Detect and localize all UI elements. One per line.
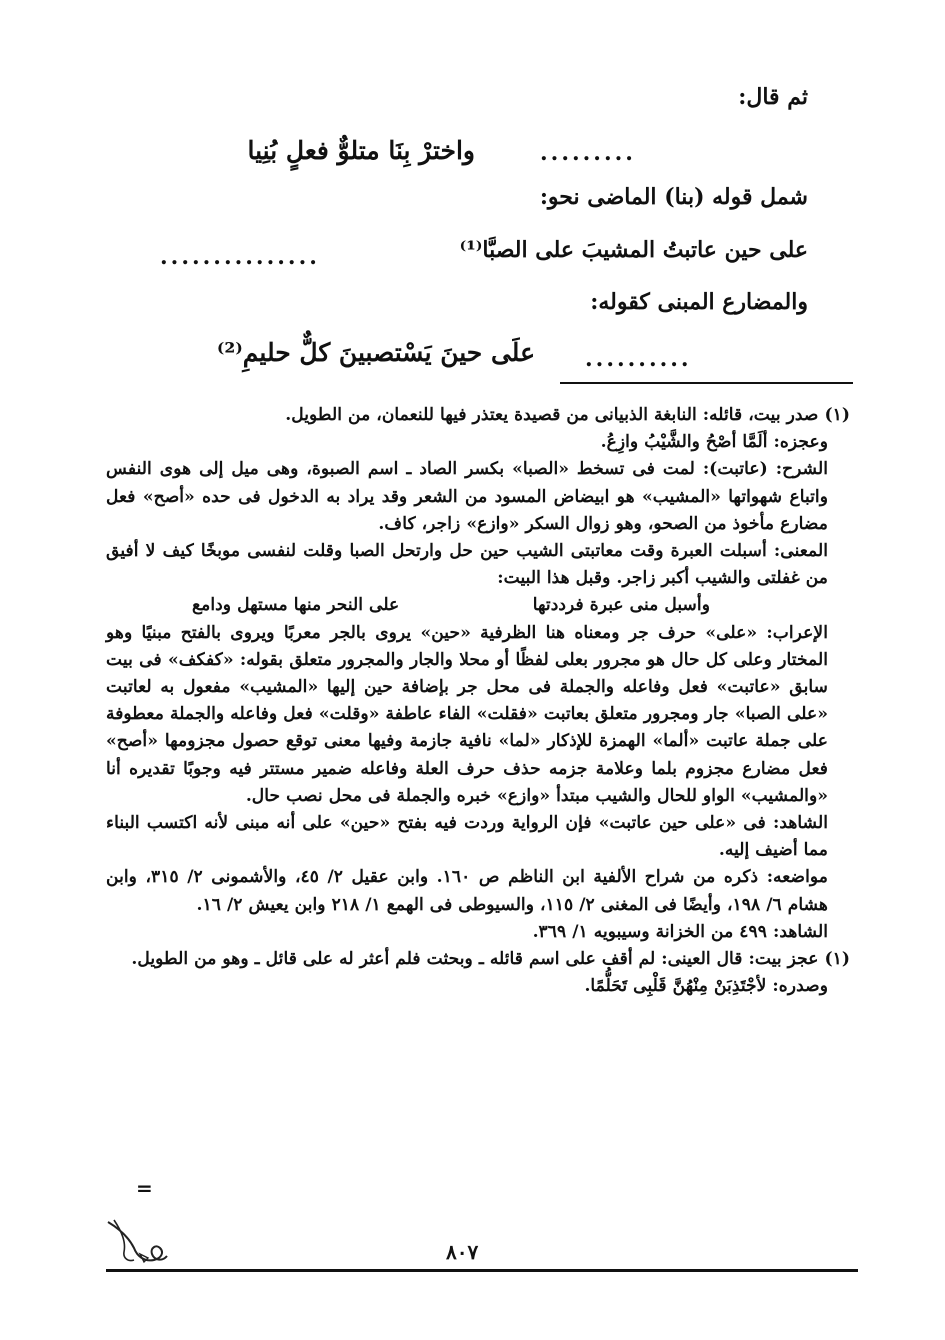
text-line-1: ثم قال: (738, 84, 808, 110)
continuation-mark: = (136, 1176, 153, 1200)
page-number: ٨٠٧ (446, 1240, 479, 1264)
text-line-2: شمل قوله (بنا) الماضى نحو: (539, 184, 808, 210)
verse-2: على حين عاتبتُ المشيبَ على الصبَّا⁽¹⁾ (459, 237, 808, 263)
quoted-verse-second-hemistich: على النحر منها مستهل ودامع (192, 595, 400, 616)
footnote-2-heading: (١) عجز بيت: قال العينى: لم أقف على اسم قائله ـ وبحثت فلم أعثر له على قائل ـ وهو من الطويل. (131, 949, 850, 970)
footnote-1-completion: وعجزه: ألَمَّا أصْحُ والشَّيْبُ وازِعُ. (600, 432, 828, 453)
verse-3: علَى حينَ يَسْتصبينَ كلٌّ حليمِ⁽²⁾ (216, 338, 535, 367)
verse-1-ellipsis: ......... (540, 140, 636, 166)
footnote-1-meaning: المعنى: أسبلت العبرة وقت معاتبتى الشيب حين حل وارتحل الصبا وقلت لنفسى موبخًا كيف لا أفيق من غفلتى والشيب أكبر زاجر. وقبل هذا البيت: (106, 541, 828, 589)
verse-3-ellipsis: .......... (585, 346, 692, 372)
verse-1: واخترْ بِنَا متلوٌّ فعلٍ بُنِيا (247, 136, 475, 165)
footnote-1-parsing: الإعراب: «على» حرف جر ومعناه هنا الظرفية «حين» يروى بالجر معربًا ويروى بالفتح مبنيًا وهو المختار وعلى كل حال هو مجرور بعلى لفظًا أو محلا والجار والمجرور متعلق بقوله: «كفكف» فى بيت سابق «عاتبت» فعل وفاعله والجملة فى محل جر بإضافة حين إليها «المشيب» مفعول به لعاتبت «على الصبا» جار ومجرور متعلق بعاتبت «فقلت» الفاء عاطفة «وقلت» فعل وفاعله والجملة معطوفة على جملة عاتبت «ألما» الهمزة للإذكار «لما» نافية جازمة وفيها معنى توقع حصول مجزومها «أصح» فعل مضارع مجزوم بلما وعلامة جزمه حذف حرف العلة وفاعله ضمير مستتر فيه وجوبًا تقديره أنا «والمشيب» الواو للحال والشيب مبتدأ «وازع» خبره والجملة فى محل نصب حال. (106, 622, 828, 806)
quoted-verse (106, 592, 850, 619)
text-line-3: والمضارع المبنى كقوله: (590, 289, 808, 315)
footnote-1-evidence: الشاهد: فى «على حين عاتبت» فإن الرواية وردت فيه بفتح «حين» على أنه مبنى لأنه اكتسب البناء مما أضيف إليه. (106, 813, 828, 861)
footnote-separator (560, 382, 853, 384)
footnotes (106, 402, 850, 1000)
footnote-1-sources: مواضعه: ذكره من شراح الألفية ابن الناظم ص ١٦٠. وابن عقيل ٢/ ٤٥، والأشمونى ٢/ ٣١٥، وابن هشام ٦/ ١٩٨، وأيضًا فى المغنى ٢/ ١١٥، والسيوطى فى الهمع ١/ ٢١٨ وابن يعيش ٢/ ١٦. (106, 867, 829, 915)
footnote-2-first-hemistich: وصدره: لأجْتَذِبَنْ مِنْهُنَّ قَلْبِى تَحَلُّمًا. (584, 976, 828, 997)
footnote-1-explanation: الشرح: (عاتبت): لمت فى تسخط «الصبا» بكسر الصاد ـ اسم الصبوة، وهى ميل إلى هوى النفس واتباع شهواتها «المشيب» هو ابيضاض المسود من الشعر وقد يراد به الدخول فى حده «أصح» فعل مضارع مأخوذ من الصحو، وهو زوال السكر «وازع» زاجر، كاف. (106, 459, 828, 534)
handwritten-scribble-icon (104, 1218, 170, 1266)
verse-2-ellipsis: ............... (160, 244, 320, 270)
bottom-rule (106, 1269, 858, 1272)
footnote-1-heading: (١) صدر بيت، قائله: النابغة الذبيانى من قصيدة يعتذر فيها للنعمان، من الطويل. (285, 405, 850, 425)
quoted-verse-first-hemistich: وأسبل منى عبرة فرددتها (532, 595, 710, 616)
footnote-1-reference: الشاهد: ٤٩٩ من الخزانة وسيبويه ١/ ٣٦٩. (532, 921, 828, 942)
